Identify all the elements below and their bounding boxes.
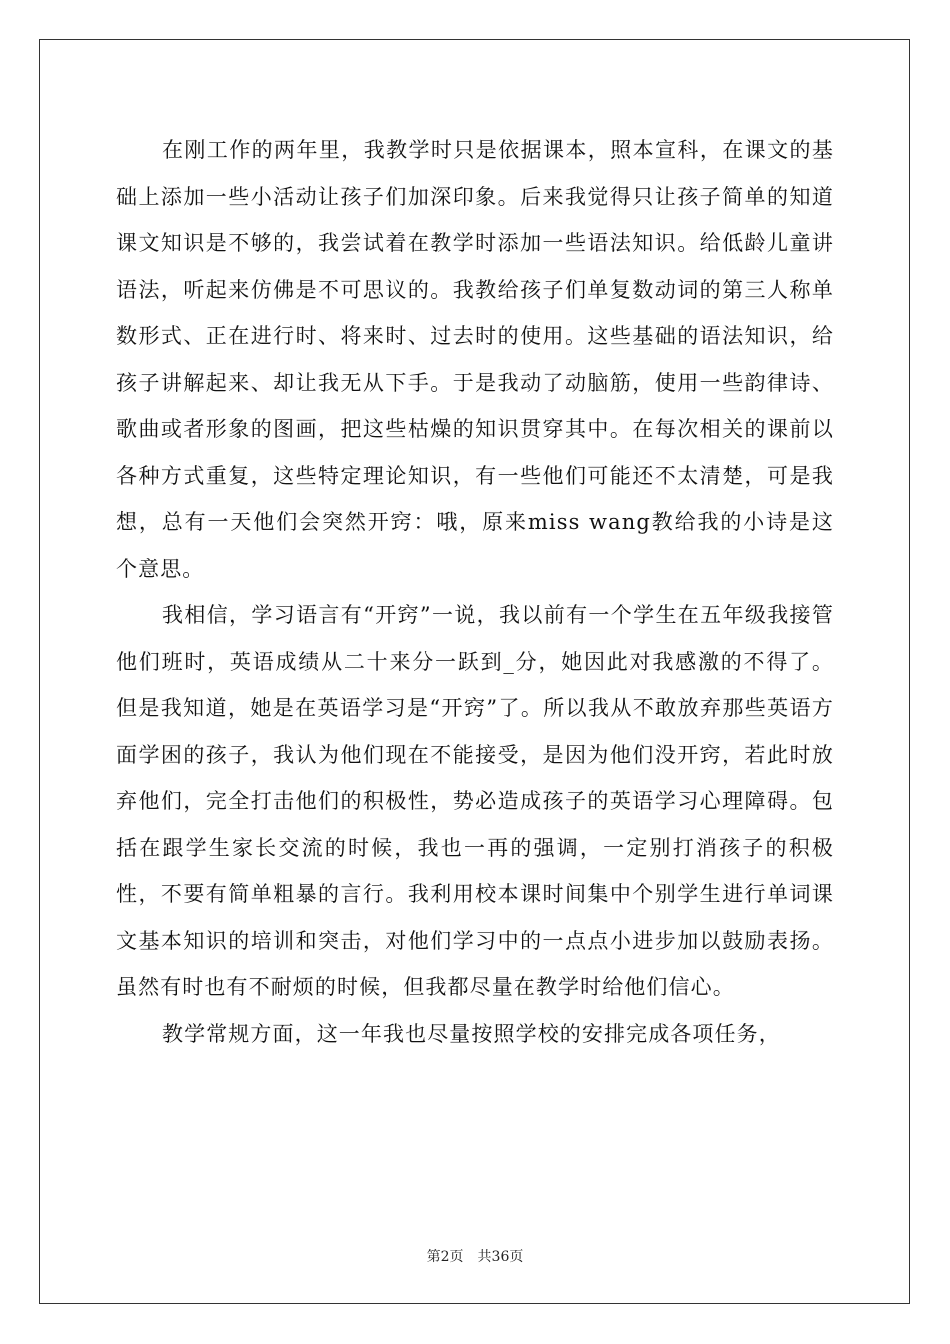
paragraph-3: 教学常规方面，这一年我也尽量按照学校的安排完成各项任务， [162, 1021, 781, 1046]
page-total: 共36页 [477, 1249, 524, 1265]
page-number: 第2页 [426, 1249, 464, 1265]
paragraph-1: 在刚工作的两年里，我教学时只是依据课本，照本宣科，在课文的基础上添加一些小活动让孩子们加深印象。后来我觉得只让孩子简单的知道课文知识是不够的，我尝试着在教学时添加一些语法知识。给低龄儿童讲语法，听起来仿佛是不可思议的。我教给孩子们单复数动词的第三人称单数形式、正在进行时、将来时、过去时的使用。这些基础的语法知识，给孩子讲解起来、却让我无从下手。于是我动了动脑筋，使用一些韵律诗、歌曲或者形象的图画，把这些枯燥的知识贯穿其中。在每次相关的课前以各种方式重复，这些特定理论知识，有一些他们可能还不太清楚，可是我想，总有一天他们会突然开窍：哦，原来miss wang教给我的小诗是这个意思。 [116, 138, 834, 581]
paragraph-2: 我相信，学习语言有“开窍”一说，我以前有一个学生在五年级我接管他们班时，英语成绩从二十来分一跃到_分，她因此对我感激的不得了。但是我知道，她是在英语学习是“开窍”了。所以我从不敢放弃那些英语方面学困的孩子，我认为他们现在不能接受，是因为他们没开窍，若此时放弃他们，完全打击他们的积极性，势必造成孩子的英语学习心理障碍。包括在跟学生家长交流的时候，我也一再的强调，一定别打消孩子的积极性，不要有简单粗暴的言行。我利用校本课时间集中个别学生进行单词课文基本知识的培训和突击，对他们学习中的一点点小进步加以鼓励表扬。虽然有时也有不耐烦的时候，但我都尽量在教学时给他们信心。 [116, 603, 834, 999]
page-footer [0, 1246, 950, 1266]
document-body [116, 127, 834, 1057]
